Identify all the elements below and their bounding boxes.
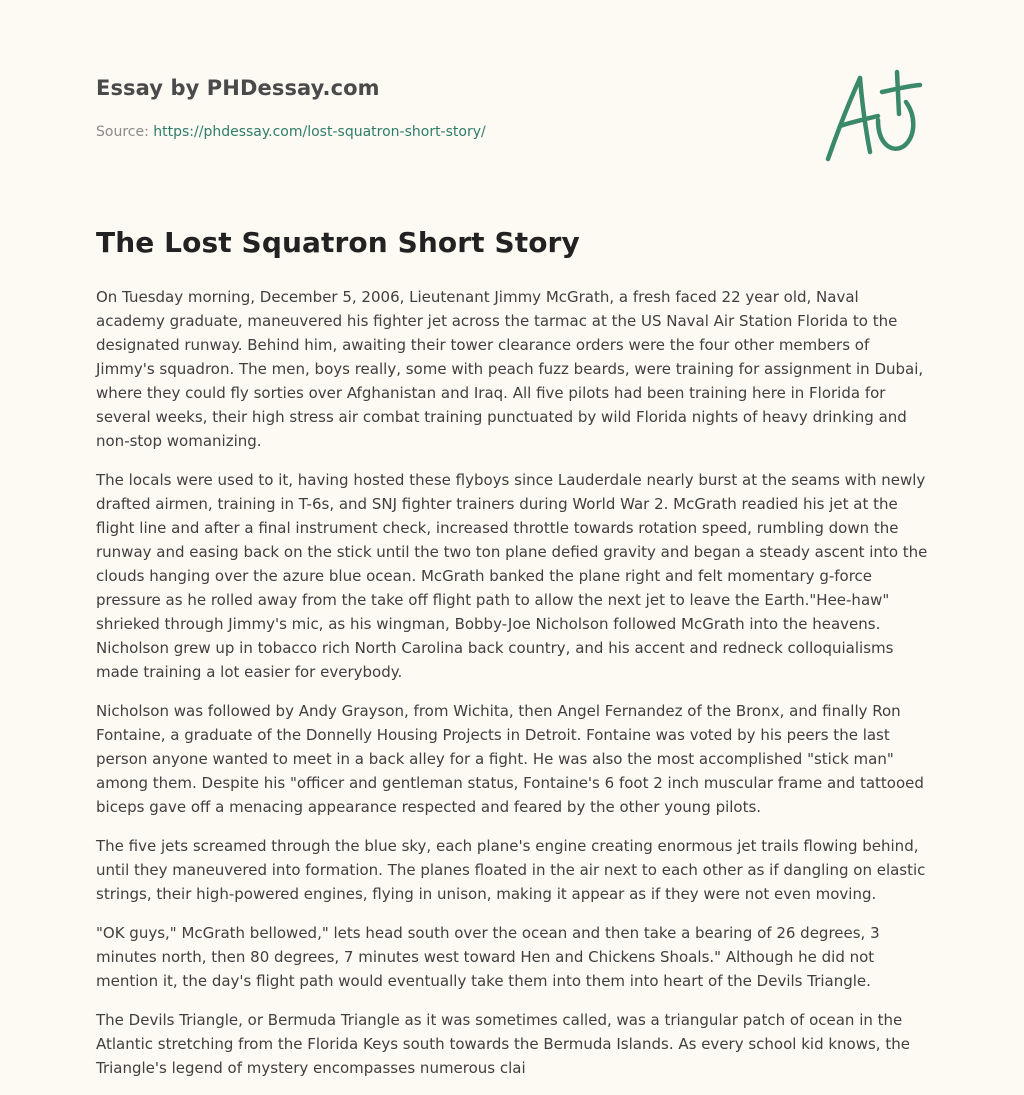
source-line xyxy=(96,124,486,140)
source-label: Source: xyxy=(96,124,154,140)
essay-body xyxy=(96,285,932,1095)
a-plus-icon xyxy=(820,64,930,170)
essay-page xyxy=(96,0,932,1077)
paragraph: The Devils Triangle, or Bermuda Triangle as it was sometimes called, was a triangular patch of ocean in the Atlantic stretching from the Florida Keys south towards the Bermuda Islands. As every school kid knows, the Triangle's legend of mystery encompasses numerous clai xyxy=(96,1011,910,1077)
paragraph: "OK guys," McGrath bellowed," lets head south over the ocean and then take a bearing of 26 degrees, 3 minutes north, then 80 degrees, 7 minutes west toward Hen and Chickens Shoals." Although he did not mention it, the day's flight path would eventually take them into them into heart of the Devils Triangle. xyxy=(96,924,880,990)
paragraph: The locals were used to it, having hosted these flyboys since Lauderdale nearly burst at the seams with newly drafted airmen, training in T-6s, and SNJ fighter trainers during World War 2. McGrath readied his jet at the flight line and after a final instrument check, increased throttle towards rotation speed, rumbling down the runway and easing back on the stick until the two ton plane defied gravity and began a steady ascent into the clouds hanging over the azure blue ocean. McGrath banked the plane right and felt momentary g-force pressure as he rolled away from the take off flight path to allow the next jet to leave the Earth."Hee-haw" shrieked through Jimmy's mic, as his wingman, Bobby-Joe Nicholson followed McGrath into the heavens. Nicholson grew up in tobacco rich North Carolina back country, and his accent and redneck colloquialisms made training a lot easier for everybody. xyxy=(96,471,928,681)
paragraph: On Tuesday morning, December 5, 2006, Lieutenant Jimmy McGrath, a fresh faced 22 year old, Naval academy graduate, maneuvered his fighter jet across the tarmac at the US Naval Air Station Florida to the designated runway. Behind him, awaiting their tower clearance orders were the four other members of Jimmy's squadron. The men, boys really, some with peach fuzz beards, were training for assignment in Dubai, where they could fly sorties over Afghanistan and Iraq. All five pilots had been training here in Florida for several weeks, their high stress air combat training punctuated by wild Florida nights of heavy drinking and non-stop womanizing. xyxy=(96,288,924,450)
paragraph: Nicholson was followed by Andy Grayson, from Wichita, then Angel Fernandez of the Bronx, and finally Ron Fontaine, a graduate of the Donnelly Housing Projects in Detroit. Fontaine was voted by his peers the last person anyone wanted to meet in a back alley for a fight. He was also the most accomplished "stick man" among them. Despite his "officer and gentleman status, Fontaine's 6 foot 2 inch muscular frame and tattooed biceps gave off a menacing appearance respected and feared by the other young pilots. xyxy=(96,702,924,816)
essay-title: The Lost Squatron Short Story xyxy=(96,226,580,259)
page-header xyxy=(96,0,932,200)
site-brand: Essay by PHDessay.com xyxy=(96,76,380,100)
paragraph: The five jets screamed through the blue sky, each plane's engine creating enormous jet trails flowing behind, until they maneuvered into formation. The planes floated in the air next to each other as if dangling on elastic strings, their high-powered engines, flying in unison, making it appear as if they were not even moving. xyxy=(96,837,926,903)
source-link[interactable]: https://phdessay.com/lost-squatron-short-story/ xyxy=(153,124,486,140)
